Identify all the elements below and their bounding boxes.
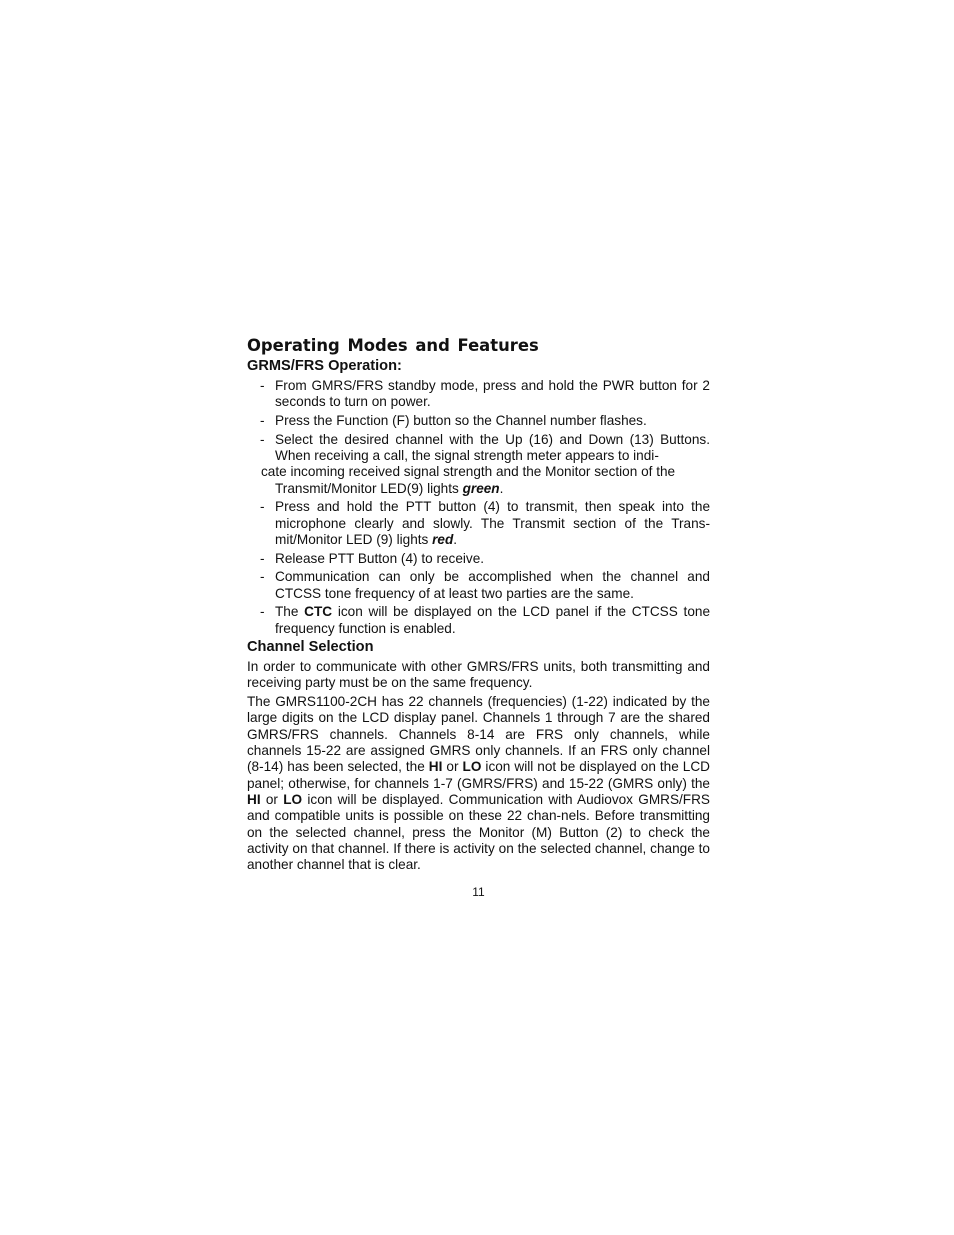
list-item: - Press the Function (F) button so the Channel number flashes. xyxy=(260,412,647,428)
paragraph-intro: In order to communicate with other GMRS/FRS units, both transmitting and receiving party must be on the same frequency. xyxy=(247,659,710,691)
paragraph-channels: The GMRS1100-2CH has 22 channels (frequencies) (1-22) indicated by the large digits on the LCD display panel. Channels 1 through 7 are the shared GMRS/FRS channels. Channels 8-14 are FRS only channels, while channels 15-22 are assigned GMRS only channels. If an FRS only channel (8-14) has been selected, the HI or LO icon will not be displayed on the LCD panel; otherwise, for channels 1-7 (GMRS/FRS) and 15-22 (GMRS only) the HI or LO icon will be displayed. Communication with Audiovox GMRS/FRS and compatible units is possible on these 22 chan-nels. Before transmitting on the selected channel, press the Monitor (M) Button (2) to check the activity on that channel. If there is activity on the selected channel, change to another channel that is clear. xyxy=(247,694,710,873)
list-item: - Press and hold the PTT button (4) to transmit, then speak into the microphone clearly and slowly. The Transmit section of the Trans-mit/Monitor LED (9) lights red. xyxy=(260,499,710,547)
list-item: - From GMRS/FRS standby mode, press and hold the PWR button for 2 seconds to turn on power. xyxy=(260,378,710,410)
list-item: - Release PTT Button (4) to receive. xyxy=(260,550,485,566)
red-emphasis: red xyxy=(432,531,454,547)
ctc-label: CTC xyxy=(304,604,333,620)
list-item: - Communication can only be accomplished when the channel and CTCSS tone frequency of at least two parties are the same. xyxy=(260,569,710,601)
operation-steps-list xyxy=(247,378,710,637)
page-content xyxy=(247,336,711,899)
green-emphasis: green xyxy=(462,480,500,496)
page-number: 11 xyxy=(472,885,485,899)
list-item: - The CTC icon will be displayed on the LCD panel if the CTCSS tone frequency function is enabled. xyxy=(260,604,711,636)
list-item: - Select the desired channel with the Up (16) and Down (13) Buttons. When receiving a call, the signal strength meter appears to indi- cate incoming received signal strength and the Monitor section of the Transmit/Monitor LED(9) lights green. xyxy=(260,431,710,496)
page-heading: Operating Modes and Features xyxy=(247,336,539,355)
section-title-channel-selection: Channel Selection xyxy=(247,639,374,656)
section-title-grms-frs: GRMS/FRS Operation: xyxy=(247,358,402,374)
